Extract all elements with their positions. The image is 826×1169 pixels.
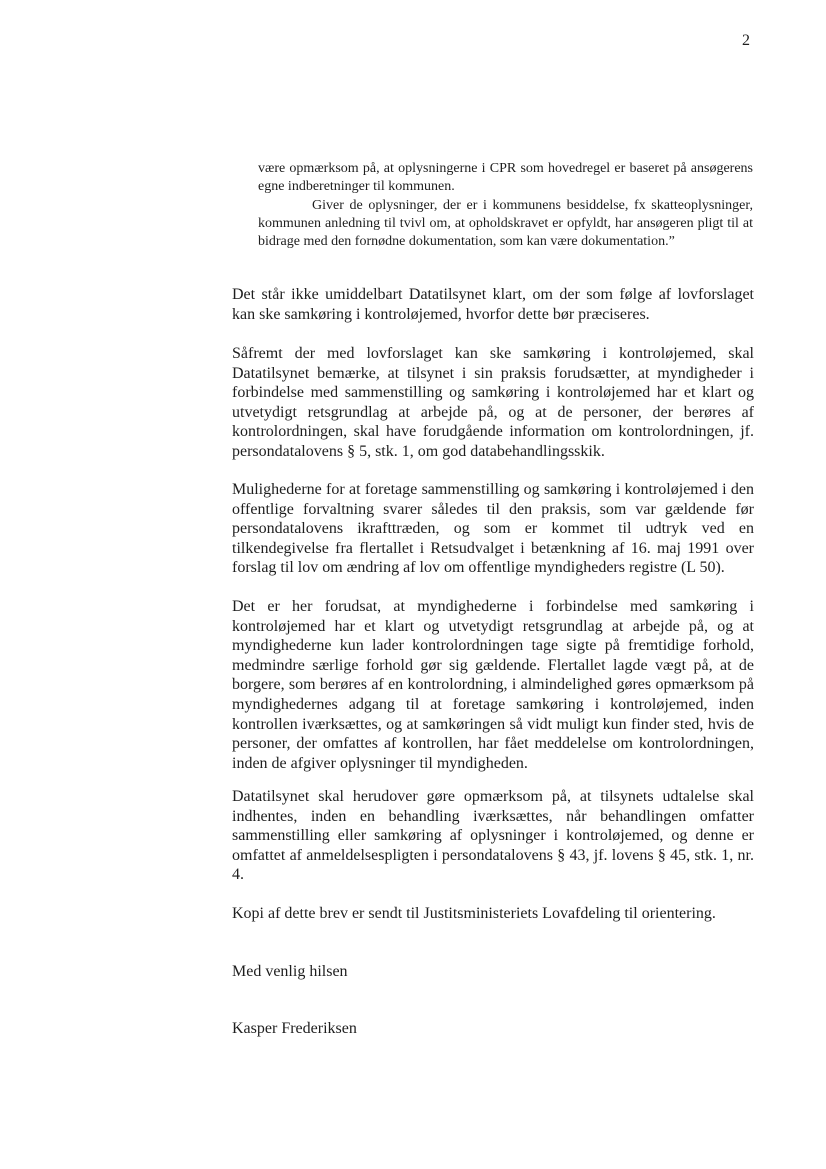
copy-note: Kopi af dette brev er sendt til Justitsministeriets Lovafdeling til orientering. [232,905,716,922]
quoted-passage [258,160,753,251]
signatory-name: Kasper Frederiksen [232,1020,357,1037]
body-paragraph: Det står ikke umiddelbart Datatilsynet klart, om der som følge af lovforslaget kan ske samkøring i kontroløjemed, hvorfor dette bør præciseres. [232,286,754,323]
quote-paragraph: Giver de oplysninger, der er i kommunens besiddelse, fx skatteoplysninger, kommunen anledning til tvivl om, at opholdskravet er opfyldt, har ansøgeren pligt til at bidrage med den fornødne dokumentation, som kan være dokumentation.” [258,197,753,250]
page-number: 2 [742,32,750,49]
body-paragraph: Datatilsynet skal herudover gøre opmærksom på, at tilsynets udtalelse skal indhentes, inden en behandling iværksættes, når behandlingen omfatter sammenstilling eller samkøring af oplysninger i kontroløjemed, og denne er omfattet af anmeldelsespligten i persondatalovens § 43, jf. lovens § 45, stk. 1, nr. 4. [232,788,754,884]
body-paragraph: Såfremt der med lovforslaget kan ske samkøring i kontroløjemed, skal Datatilsynet bemærke, at tilsynet i sin praksis forudsætter, at myndigheder i forbindelse med sammenstilling og samkøring i kontroløjemed har et klart og utvetydigt retsgrundlag at arbejde på, og at de personer, der berøres af kontrolordningen, skal have forudgående information om kontrolordningen, jf. persondatalovens § 5, stk. 1, om god databehandlingsskik. [232,345,754,460]
body-paragraph: Det er her forudsat, at myndighederne i forbindelse med samkøring i kontroløjemed har et klart og utvetydigt retsgrundlag at arbejde på, og at myndighederne kun lader kontrolordningen tage sigte på fremtidige forhold, medmindre særlige forhold gør sig gældende. Flertallet lagde vægt på, at de borgere, som berøres af en kontrolordning, i almindelighed gøres opmærksom på myndighedernes adgang til at foretage samkøring i kontroløjemed, inden kontrollen iværksættes, og at samkøringen så vidt muligt kun finder sted, hvis de personer, der omfattes af kontrollen, har fået meddelelse om kontrolordningen, inden de afgiver oplysninger til myndigheden. [232,598,754,772]
body-paragraph: Mulighederne for at foretage sammenstilling og samkøring i kontroløjemed i den offentlige forvaltning svarer således til den praksis, som var gældende før persondatalovens ikrafttræden, og som er kommet til udtryk ved en tilkendegivelse fra flertallet i Retsudvalget i betænkning af 16. maj 1991 over forslag til lov om ændring af lov om offentlige myndigheders registre (L 50). [232,481,754,577]
quote-paragraph: være opmærksom på, at oplysningerne i CPR som hovedregel er baseret på ansøgerens egne indberetninger til kommunen. [258,161,753,195]
closing-salutation: Med venlig hilsen [232,963,348,980]
